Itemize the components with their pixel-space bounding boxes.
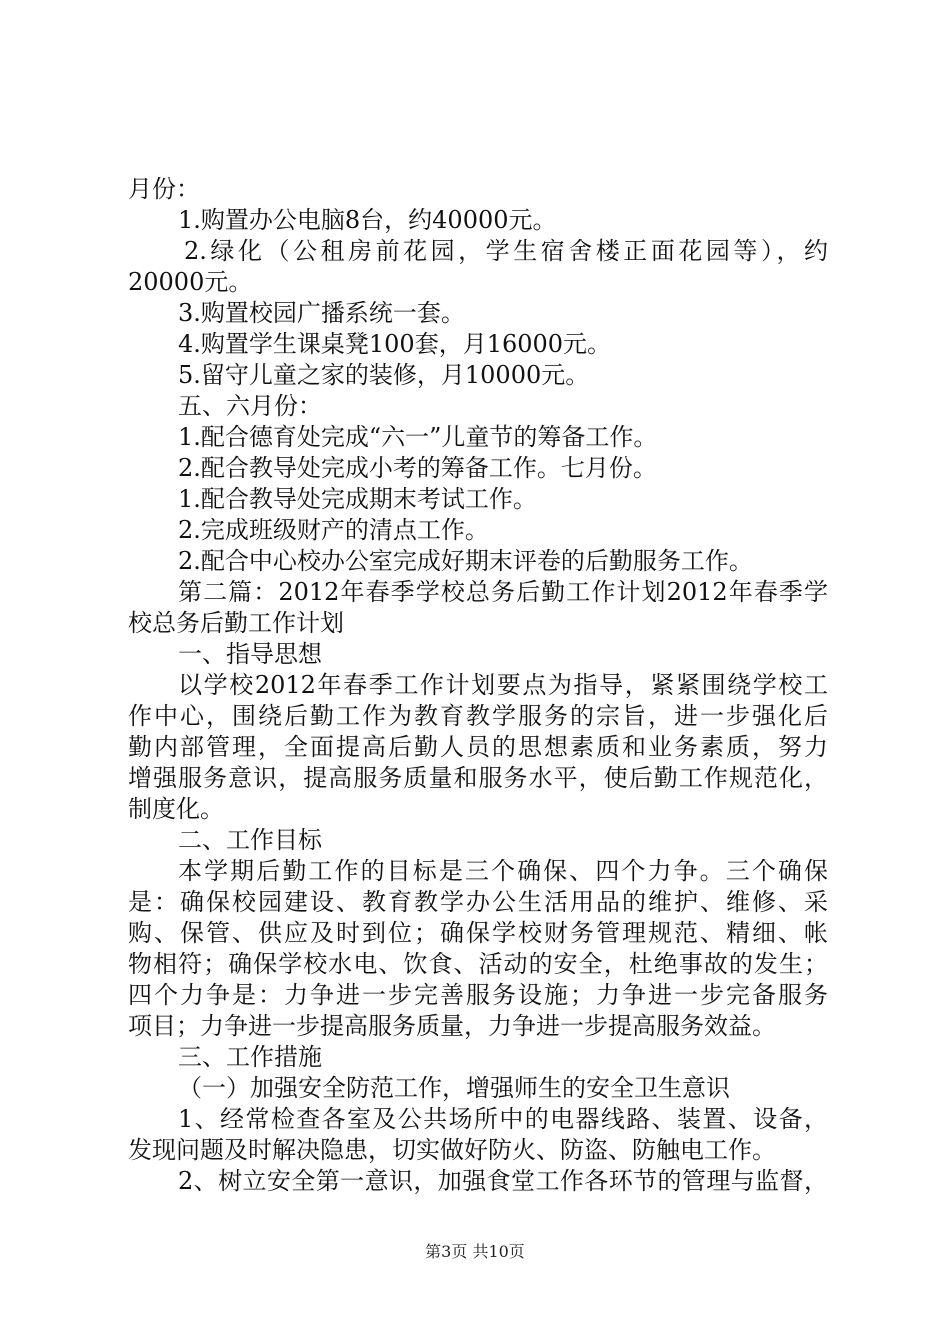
text-line: 2.绿化（公租房前花园，学生宿舍楼正面花园等），约 bbox=[184, 237, 828, 265]
text-line: 物相符；确保学校水电、饮食、活动的安全，杜绝事故的发生； bbox=[128, 950, 828, 978]
text-line: 月份： bbox=[128, 175, 200, 203]
page-number-footer: 第3页 共10页 bbox=[425, 1242, 525, 1261]
text-line: 1.配合教导处完成期末考试工作。 bbox=[178, 485, 537, 513]
section-heading: 一、指导思想 bbox=[178, 640, 322, 668]
text-line: 20000元。 bbox=[128, 268, 253, 296]
text-line: 3.购置校园广播系统一套。 bbox=[178, 299, 465, 327]
text-line: 2、树立安全第一意识，加强食堂工作各环节的管理与监督， bbox=[178, 1167, 828, 1195]
text-line: 2.配合教导处完成小考的筹备工作。七月份。 bbox=[178, 454, 657, 482]
text-line: 增强服务意识，提高服务质量和服务水平，使后勤工作规范化， bbox=[128, 764, 828, 792]
text-line: 2.配合中心校办公室完成好期末评卷的后勤服务工作。 bbox=[178, 547, 753, 575]
text-line: 四个力争是：力争进一步完善服务设施；力争进一步完备服务 bbox=[128, 981, 828, 1009]
section-heading: 五、六月份： bbox=[178, 392, 322, 420]
text-line: 2.完成班级财产的清点工作。 bbox=[178, 516, 489, 544]
text-line: 项目；力争进一步提高服务质量，力争进一步提高服务效益。 bbox=[128, 1012, 776, 1040]
text-line: 1、经常检查各室及公共场所中的电器线路、装置、设备， bbox=[178, 1105, 828, 1133]
text-line: 4.购置学生课桌凳100套，月16000元。 bbox=[178, 330, 612, 358]
section-heading: 三、工作措施 bbox=[178, 1043, 322, 1071]
text-line: 作中心，围绕后勤工作为教育教学服务的宗旨，进一步强化后 bbox=[128, 702, 828, 730]
text-line: 1.配合德育处完成“六一”儿童节的筹备工作。 bbox=[178, 423, 658, 451]
text-line: 1.购置办公电脑8台，约40000元。 bbox=[178, 206, 557, 234]
text-line: 本学期后勤工作的目标是三个确保、四个力争。三个确保 bbox=[178, 857, 828, 885]
text-line: 发现问题及时解决隐患，切实做好防火、防盗、防触电工作。 bbox=[128, 1136, 776, 1164]
text-line: 制度化。 bbox=[128, 795, 224, 823]
document-body bbox=[128, 174, 828, 1197]
text-line: 购、保管、供应及时到位；确保学校财务管理规范、精细、帐 bbox=[128, 919, 828, 947]
text-line: 校总务后勤工作计划 bbox=[128, 609, 344, 637]
subsection-heading: （一）加强安全防范工作，增强师生的安全卫生意识 bbox=[178, 1074, 730, 1102]
text-line: 以学校2012年春季工作计划要点为指导，紧紧围绕学校工 bbox=[178, 671, 828, 699]
text-line: 5.留守儿童之家的装修，月10000元。 bbox=[178, 361, 590, 389]
section-heading: 第二篇：2012年春季学校总务后勤工作计划2012年春季学 bbox=[178, 578, 828, 606]
text-line: 勤内部管理，全面提高后勤人员的思想素质和业务素质，努力 bbox=[128, 733, 828, 761]
section-heading: 二、工作目标 bbox=[178, 826, 322, 854]
text-line: 是：确保校园建设、教育教学办公生活用品的维护、维修、采 bbox=[128, 888, 828, 916]
